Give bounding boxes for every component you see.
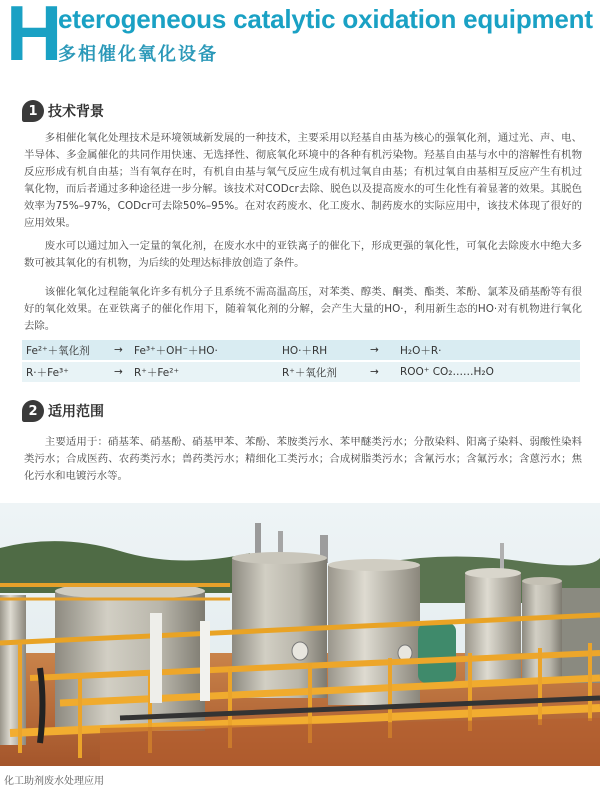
section-1-number-badge: 1 xyxy=(22,100,44,122)
section-2-heading xyxy=(22,400,104,422)
section-1-title: 技术背景 xyxy=(48,104,104,120)
equation-4-right: ROO⁺ CO₂……H₂O xyxy=(400,366,494,378)
section-1-paragraph-3: 该催化氧化过程能氧化许多有机分子且系统不需高温高压，对苯类、醇类、酮类、酯类、苯酚、氯苯及硝基酚等有很好的氧化效果。在亚铁离子的催化作用下，随着氧化剂的分解，会产生大量的HO·，利用新生态的HO·对有机物进行氧化去除。 xyxy=(24,286,582,332)
equation-1-arrow: → xyxy=(114,344,123,356)
equation-1-left: Fe²⁺＋氧化剂 xyxy=(26,344,90,357)
english-title: eterogeneous catalytic oxidation equipment xyxy=(58,4,593,34)
equation-row-1 xyxy=(22,340,580,360)
treatment-plant-photo xyxy=(0,503,600,766)
section-2-title: 适用范围 xyxy=(48,404,104,420)
title-initial: H xyxy=(6,0,63,77)
equation-3-right: R⁺＋Fe²⁺ xyxy=(134,366,180,379)
equation-1-right: Fe³⁺＋OH⁻＋HO· xyxy=(134,344,218,357)
equation-3-arrow: → xyxy=(114,366,123,378)
chinese-title: 多相催化氧化设备 xyxy=(58,44,218,65)
equation-4-left: R⁺＋氧化剂 xyxy=(282,366,337,379)
section-1-paragraph-1: 多相催化氧化处理技术是环境领域新发展的一种技术，主要采用以羟基自由基为核心的强氧化剂，通过光、声、电、半导体、多金属催化的共同作用快速、无选择性、彻底氧化环境中的各种有机污染物。羟基自由基与水中的溶解性有机物反应形成有机自由基；当有氧存在时，有机自由基与氧气反应生成有机过氧自由基；有机过氧自由基相互反应产生有机过氧化物，而后者通过多种途径进一步分解。该技术对CODcr去除、脱色以及提高废水的可生化性有着显著的效果。其脱色效率为75%–97%，CODcr可去除50%–95%。在对农药废水、化工废水、制药废水的实际应用中，该技术体现了很好的应用效果。 xyxy=(24,132,582,229)
section-1-paragraph-2: 废水可以通过加入一定量的氧化剂，在废水水中的亚铁离子的催化下，形成更强的氧化性，可氧化去除废水中绝大多数可被其氧化的有机物，为后续的处理达标排放创造了条件。 xyxy=(24,240,582,269)
section-2-number-badge: 2 xyxy=(22,400,44,422)
reaction-equations xyxy=(22,340,580,382)
page-header xyxy=(0,0,600,78)
section-2-paragraph: 主要适用于：硝基苯、硝基酚、硝基甲苯、苯酚、苯胺类污水、苯甲醚类污水；分散染料、阳离子染料、弱酸性染料类污水；合成医药、农药类污水；兽药类污水；精细化工类污水；合成树脂类污水；含氰污水；含氟污水；含蒽污水；焦化污水和电镀污水等。 xyxy=(24,436,582,482)
section-1-heading xyxy=(22,100,104,122)
equation-row-2 xyxy=(22,362,580,382)
equation-2-arrow: → xyxy=(370,344,379,356)
equation-2-left: HO·＋RH xyxy=(282,344,328,357)
photo-caption: 化工助剂废水处理应用 xyxy=(4,776,104,787)
equation-2-right: H₂O＋R· xyxy=(400,344,442,357)
equation-3-left: R·＋Fe³⁺ xyxy=(26,366,69,379)
equation-4-arrow: → xyxy=(370,366,379,378)
